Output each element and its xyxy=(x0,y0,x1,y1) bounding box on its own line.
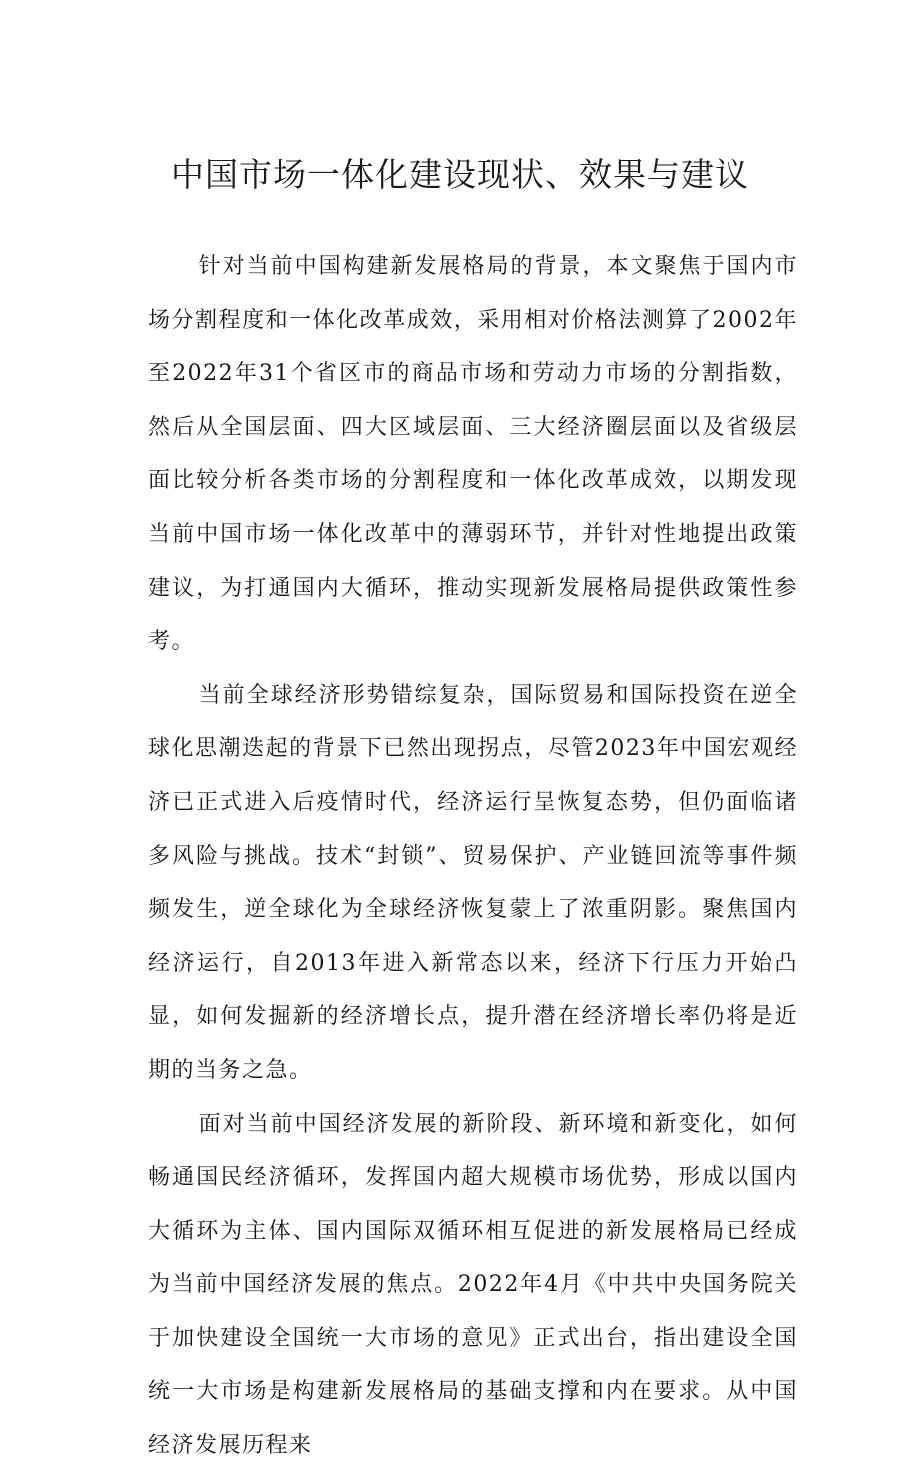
paragraph-3: 面对当前中国经济发展的新阶段、新环境和新变化，如何畅通国民经济循环，发挥国内超大规模市场优势，形成以国内大循环为主体、国内国际双循环相互促进的新发展格局已经成为当前中国经济发展的焦点。2022年4月《中共中央国务院关于加快建设全国统一大市场的意见》正式出台，指出建设全国统一大市场是构建新发展格局的基础支撑和内在要求。从中国经济发展历程来 xyxy=(148,1111,798,1459)
paragraph-2: 当前全球经济形势错综复杂，国际贸易和国际投资在逆全球化思潮迭起的背景下已然出现拐点，尽管2023年中国宏观经济已正式进入后疫情时代，经济运行呈恢复态势，但仍面临诸多风险与挑战。技术“封锁”、贸易保护、产业链回流等事件频频发生，逆全球化为全球经济恢复蒙上了浓重阴影。聚焦国内经济运行，自2013年进入新常态以来，经济下行压力开始凸显，如何发掘新的经济增长点，提升潜在经济增长率仍将是近期的当务之急。 xyxy=(148,682,798,1083)
document-body xyxy=(148,240,798,1473)
document-title: 中国市场一体化建设现状、效果与建议 xyxy=(171,155,749,194)
paragraph-1: 针对当前中国构建新发展格局的背景，本文聚焦于国内市场分割程度和一体化改革成效，采用相对价格法测算了2002年至2022年31个省区市的商品市场和劳动力市场的分割指数，然后从全国层面、四大区域层面、三大经济圈层面以及省级层面比较分析各类市场的分割程度和一体化改革成效，以期发现当前中国市场一体化改革中的薄弱环节，并针对性地提出政策建议，为打通国内大循环，推动实现新发展格局提供政策性参考。 xyxy=(148,254,798,655)
